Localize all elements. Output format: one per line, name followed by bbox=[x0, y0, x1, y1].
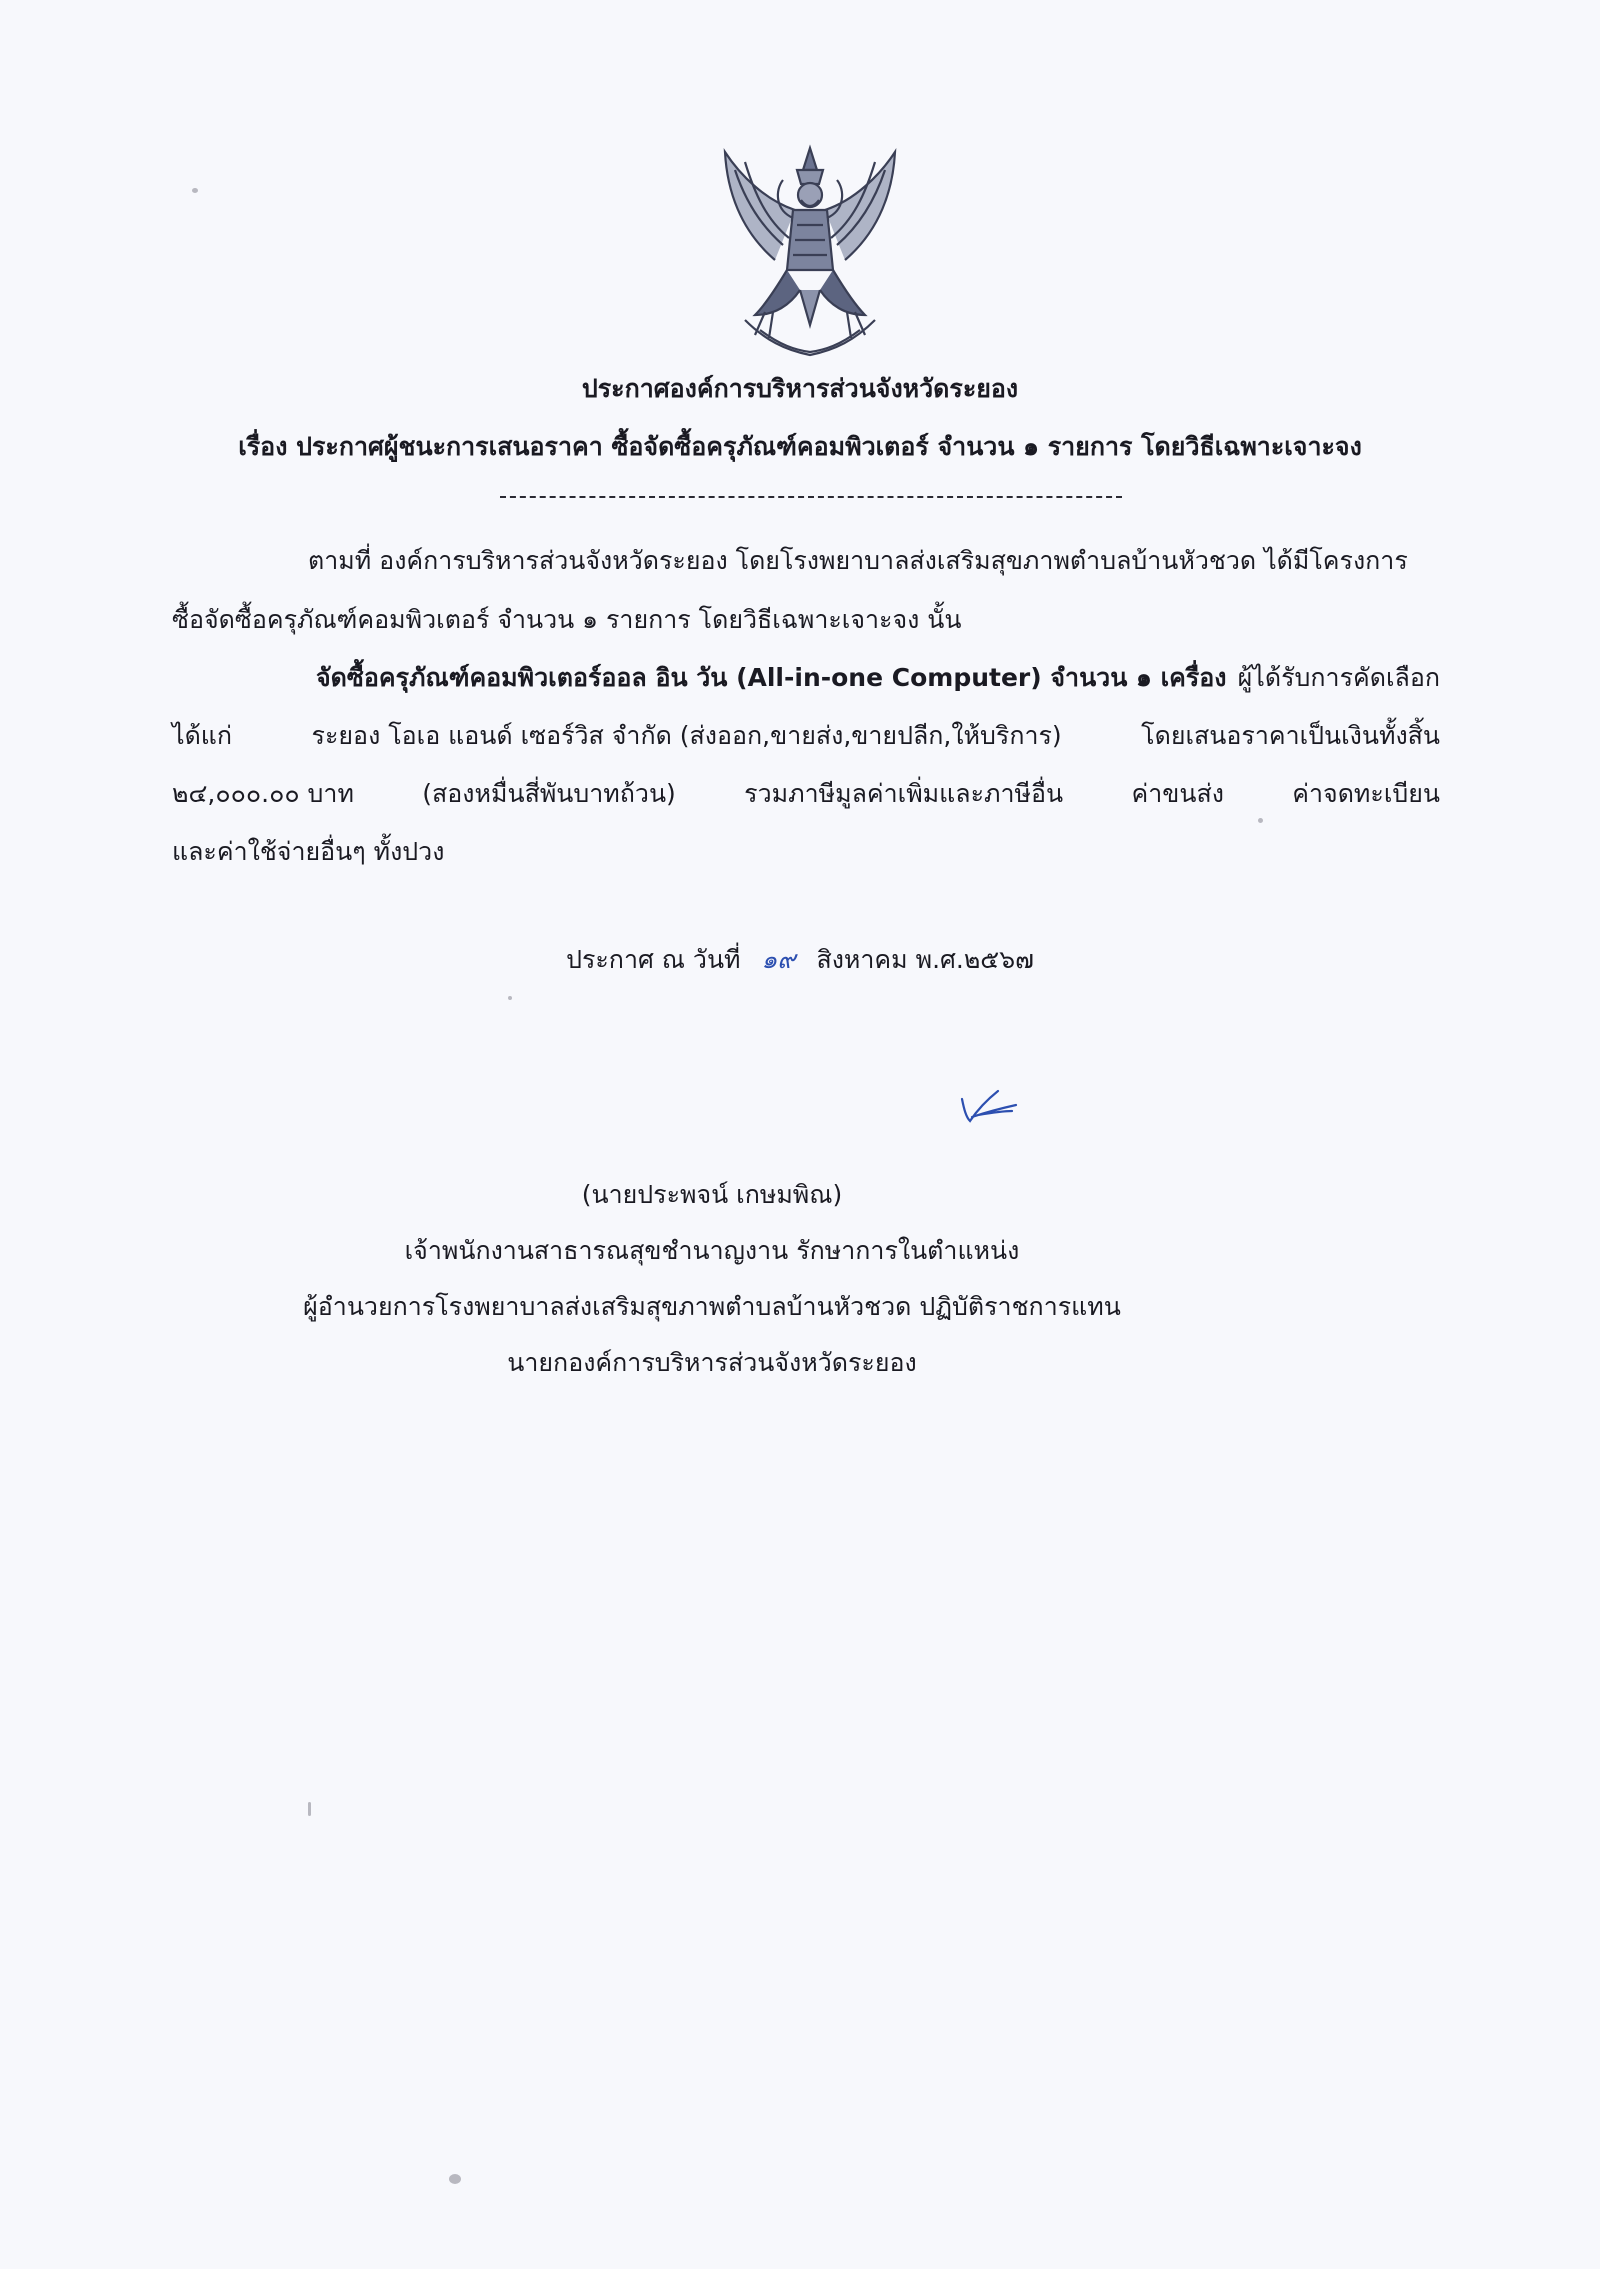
scan-speck bbox=[508, 996, 512, 1000]
procurement-item: จัดซื้อครุภัณฑ์คอมพิวเตอร์ออล อิน วัน (All-in-one Computer) จำนวน ๑ เครื่อง bbox=[316, 663, 1227, 692]
winner-company: ระยอง โอเอ แอนด์ เซอร์วิส จำกัด (ส่งออก,ขายส่ง,ขายปลีก,ให้บริการ) bbox=[311, 721, 1062, 750]
registration-cost: ค่าจดทะเบียน bbox=[1292, 779, 1440, 808]
signer-name: (นายประพจน์ เกษมพิณ) bbox=[581, 1180, 843, 1209]
document-subject: เรื่อง ประกาศผู้ชนะการเสนอราคา ซื้อจัดซื้อครุภัณฑ์คอมพิวเตอร์ จำนวน ๑ รายการ โดยวิธีเฉพาะเจาะจง bbox=[238, 432, 1362, 461]
paragraph-1-line-1: ตามที่ องค์การบริหารส่วนจังหวัดระยอง โดยโรงพยาบาลส่งเสริมสุขภาพตำบลบ้านหัวชวด ได้มีโครงการ bbox=[308, 546, 1408, 575]
paragraph-2-line-2 bbox=[172, 721, 1440, 751]
offer-amount: ๒๔,๐๐๐.๐๐ บาท bbox=[172, 779, 354, 808]
signer-position-line-1: เจ้าพนักงานสาธารณสุขชำนาญงาน รักษาการในตำแหน่ง bbox=[404, 1236, 1020, 1265]
offer-total-label: โดยเสนอราคาเป็นเงินทั้งสิ้น bbox=[1141, 721, 1440, 750]
paragraph-2-line-4: และค่าใช้จ่ายอื่นๆ ทั้งปวง bbox=[172, 837, 445, 866]
signer-position-line-2: ผู้อำนวยการโรงพยาบาลส่งเสริมสุขภาพตำบลบ้านหัวชวด ปฏิบัติราชการแทน bbox=[303, 1292, 1121, 1321]
header-divider bbox=[500, 496, 1122, 498]
paragraph-2-line-3 bbox=[172, 779, 1440, 809]
scan-speck bbox=[308, 1802, 311, 1816]
date-prefix: ประกาศ ณ วันที่ bbox=[566, 945, 741, 974]
offer-amount-words: (สองหมื่นสี่พันบาทถ้วน) bbox=[422, 779, 676, 808]
paragraph-1-line-2: ซื้อจัดซื้อครุภัณฑ์คอมพิวเตอร์ จำนวน ๑ รายการ โดยวิธีเฉพาะเจาะจง นั้น bbox=[172, 605, 962, 634]
date-month-year: สิงหาคม พ.ศ.๒๕๖๗ bbox=[816, 945, 1034, 974]
winner-prefix: ได้แก่ bbox=[172, 721, 233, 750]
selected-label: ผู้ได้รับการคัดเลือก bbox=[1237, 663, 1440, 692]
signer-position-line-3: นายกองค์การบริหารส่วนจังหวัดระยอง bbox=[507, 1348, 917, 1377]
garuda-emblem-icon bbox=[705, 140, 915, 365]
scan-speck bbox=[449, 2174, 461, 2184]
tax-included: รวมภาษีมูลค่าเพิ่มและภาษีอื่น bbox=[744, 779, 1064, 808]
signature-mark bbox=[958, 1085, 1020, 1125]
scan-speck bbox=[1258, 818, 1263, 823]
scan-speck bbox=[192, 188, 198, 193]
paragraph-2-line-1 bbox=[316, 663, 1440, 693]
shipping-cost: ค่าขนส่ง bbox=[1131, 779, 1224, 808]
document-title: ประกาศองค์การบริหารส่วนจังหวัดระยอง bbox=[581, 374, 1019, 403]
announcement-date bbox=[0, 945, 1600, 975]
date-day: ๑๙ bbox=[761, 945, 796, 974]
